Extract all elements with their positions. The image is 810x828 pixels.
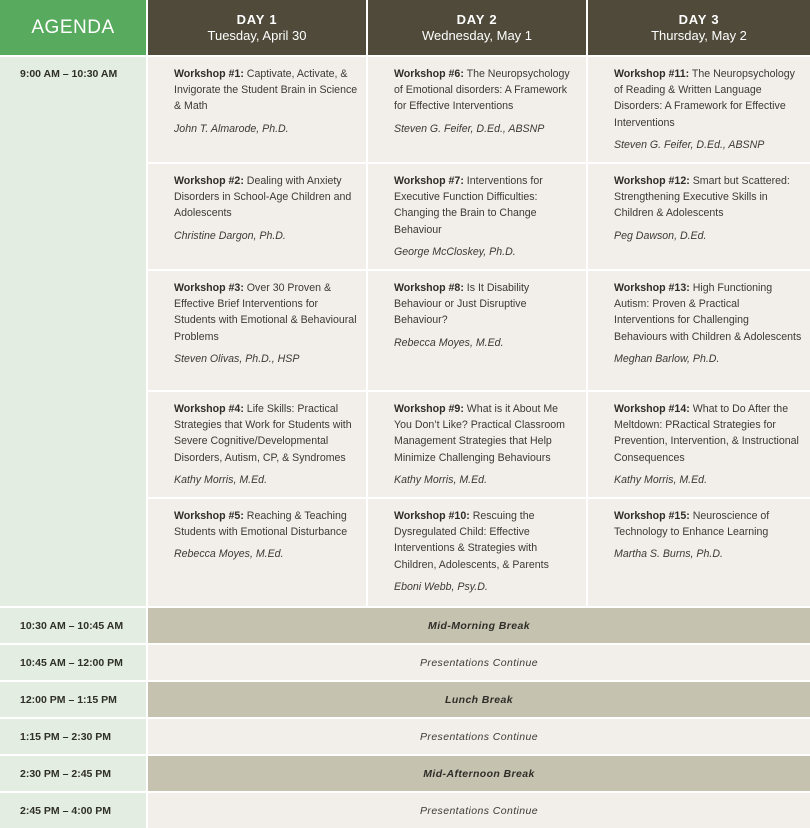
workshop-presenter: Eboni Webb, Psy.D. xyxy=(394,580,488,593)
workshop-12 xyxy=(588,164,810,269)
workshop-8 xyxy=(368,271,586,390)
workshop-title: Dealing with Anxiety Disorders in School-Age Children and Adolescents xyxy=(174,175,352,220)
schedule-break-band: Mid-Afternoon Break xyxy=(148,756,810,791)
time-slot-morning: 9:00 AM – 10:30 AM xyxy=(0,57,146,606)
schedule-continue-band: Presentations Continue xyxy=(148,719,810,754)
workshop-number: Workshop #3: xyxy=(174,282,244,294)
workshop-title: Neuroscience of Technology to Enhance Learning xyxy=(614,510,770,539)
workshop-number: Workshop #9: xyxy=(394,403,464,415)
workshop-title: What is it About Me You Don’t Like? Practical Classroom Management Strategies that Help Minimize Challenging Behaviours xyxy=(394,403,565,464)
workshop-15 xyxy=(588,499,810,606)
workshop-number: Workshop #1: xyxy=(174,68,244,80)
schedule-continue-band: Presentations Continue xyxy=(148,645,810,680)
workshop-number: Workshop #2: xyxy=(174,175,244,187)
workshop-presenter: Kathy Morris, M.Ed. xyxy=(174,473,268,486)
workshop-number: Workshop #5: xyxy=(174,510,244,522)
workshop-title: Over 30 Proven & Effective Brief Interventions for Students with Emotional & Behavioural Problems xyxy=(174,282,357,343)
workshop-title: Rescuing the Dysregulated Child: Effective Interventions & Strategies with Children, Adolescents, & Parents xyxy=(394,510,549,571)
workshop-title: The Neuropsychology of Emotional disorders: A Framework for Effective Interventions xyxy=(394,68,570,113)
schedule-break-band: Lunch Break xyxy=(148,682,810,717)
workshop-title: Smart but Scattered: Strengthening Executive Skills in Children & Adolescents xyxy=(614,175,790,220)
workshop-presenter: George McCloskey, Ph.D. xyxy=(394,245,516,258)
workshop-presenter: Steven G. Feifer, D.Ed., ABSNP xyxy=(394,122,545,135)
agenda-header: AGENDA xyxy=(0,0,146,55)
day-title: DAY 1 xyxy=(236,12,278,27)
workshop-presenter: Martha S. Burns, Ph.D. xyxy=(614,548,723,561)
workshop-presenter: John T. Almarode, Ph.D. xyxy=(174,122,289,135)
workshop-title: Is It Disability Behaviour or Just Disruptive Behaviour? xyxy=(394,282,530,327)
workshop-14 xyxy=(588,392,810,497)
day-2-header xyxy=(368,0,586,55)
time-slot: 2:45 PM – 4:00 PM xyxy=(0,793,146,828)
workshop-number: Workshop #4: xyxy=(174,403,244,415)
schedule-continue-band: Presentations Continue xyxy=(148,793,810,828)
workshop-number: Workshop #14: xyxy=(614,403,690,415)
workshop-11 xyxy=(588,57,810,162)
workshop-presenter: Rebecca Moyes, M.Ed. xyxy=(174,548,284,561)
day-date: Tuesday, April 30 xyxy=(207,28,307,43)
schedule-break-band: Mid-Morning Break xyxy=(148,608,810,643)
day-date: Wednesday, May 1 xyxy=(421,28,533,43)
workshop-10 xyxy=(368,499,586,606)
workshop-number: Workshop #6: xyxy=(394,68,464,80)
workshop-presenter: Meghan Barlow, Ph.D. xyxy=(614,352,720,365)
workshop-number: Workshop #15: xyxy=(614,510,690,522)
workshop-13 xyxy=(588,271,810,390)
workshop-title: Interventions for Executive Function Difficulties: Changing the Brain to Change Behaviour xyxy=(394,175,543,236)
workshop-3 xyxy=(148,271,366,390)
workshop-2 xyxy=(148,164,366,269)
workshop-title: Captivate, Activate, & Invigorate the Student Brain in Science & Math xyxy=(174,68,358,113)
workshop-presenter: Steven Olivas, Ph.D., HSP xyxy=(174,352,300,365)
workshop-1 xyxy=(148,57,366,162)
day-2-workshops xyxy=(368,57,586,606)
day-1-header xyxy=(148,0,366,55)
workshop-4 xyxy=(148,392,366,497)
workshop-title: Life Skills: Practical Strategies that Work for Students with Severe Cognitive/Developmental Disorders, Autism, CP, & Syndromes xyxy=(174,403,352,464)
day-date: Thursday, May 2 xyxy=(651,28,747,43)
workshop-5 xyxy=(148,499,366,606)
workshop-9 xyxy=(368,392,586,497)
day-3-workshops xyxy=(588,57,810,606)
workshop-number: Workshop #12: xyxy=(614,175,690,187)
workshop-title: Reaching & Teaching Students with Emotional Disturbance xyxy=(174,510,348,539)
workshop-number: Workshop #10: xyxy=(394,510,470,522)
workshop-6 xyxy=(368,57,586,162)
workshop-number: Workshop #11: xyxy=(614,68,690,80)
workshop-title: The Neuropsychology of Reading & Written Language Disorders: A Framework for Effective Interventions xyxy=(614,68,795,129)
time-slot: 1:15 PM – 2:30 PM xyxy=(0,719,146,754)
time-slot: 10:45 AM – 12:00 PM xyxy=(0,645,146,680)
time-slot: 12:00 PM – 1:15 PM xyxy=(0,682,146,717)
workshop-number: Workshop #8: xyxy=(394,282,464,294)
workshop-number: Workshop #7: xyxy=(394,175,464,187)
day-title: DAY 3 xyxy=(678,12,720,27)
workshop-title: What to Do After the Meltdown: PRactical Strategies for Prevention, Intervention, & Instructional Consequences xyxy=(614,403,799,464)
workshop-presenter: Christine Dargon, Ph.D. xyxy=(174,229,286,242)
workshop-presenter: Kathy Morris, M.Ed. xyxy=(394,473,488,486)
day-1-workshops xyxy=(148,57,366,606)
day-3-header xyxy=(588,0,810,55)
time-slot: 10:30 AM – 10:45 AM xyxy=(0,608,146,643)
workshop-title: High Functioning Autism: Proven & Practical Interventions for Challenging Behaviours with Children & Adolescents xyxy=(614,282,802,343)
time-slot: 2:30 PM – 2:45 PM xyxy=(0,756,146,791)
workshop-presenter: Rebecca Moyes, M.Ed. xyxy=(394,336,504,349)
workshop-presenter: Peg Dawson, D.Ed. xyxy=(614,229,707,242)
workshop-presenter: Steven G. Feifer, D.Ed., ABSNP xyxy=(614,138,765,151)
day-title: DAY 2 xyxy=(456,12,498,27)
workshop-7 xyxy=(368,164,586,269)
workshop-number: Workshop #13: xyxy=(614,282,690,294)
workshop-presenter: Kathy Morris, M.Ed. xyxy=(614,473,708,486)
